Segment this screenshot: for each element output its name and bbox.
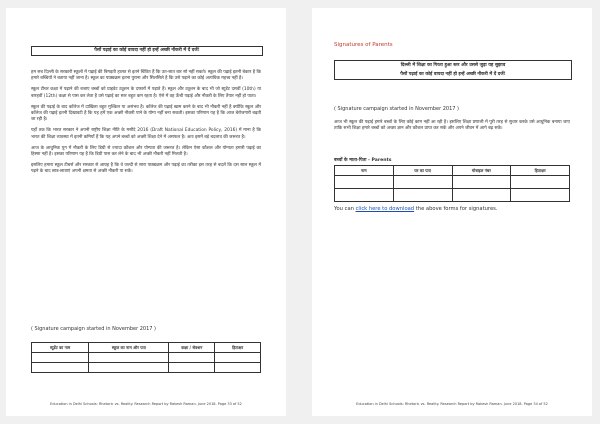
table-cell: [335, 176, 394, 189]
table-header: हिताक्षर: [511, 166, 570, 176]
page-title: Signatures of Parents: [334, 42, 393, 48]
table-header: मोबाइल नंबर: [452, 166, 511, 176]
table-cell: [393, 189, 452, 202]
download-link[interactable]: click here to download: [355, 206, 415, 212]
table-row: [32, 353, 261, 363]
download-note: [334, 206, 498, 212]
paragraph: स्कूल टीचर कक्षा में पढ़ाने की बजाए बच्चों को प्राइवेट ट्यूशन के दफ्तरों में पढ़ाते हैं। स्कूल और ट्यूशन के बाद भी जो स्टूडेंट दसवीं (10th) या बारहवीं (12th) कक्षा से पास कर लेता है उसे पढ़ाई का स्तर बहुत कम रहता है। ऐसे में वह ऊँची पढ़ाई और नौकरी के लिए तैयार नहीं हो पाता।: [31, 87, 261, 99]
table-header-row: [335, 166, 570, 176]
table-cell: [335, 189, 394, 202]
table-cell: [511, 176, 570, 189]
table-header: स्टूडेंट का नाम: [32, 343, 89, 353]
table-cell: [169, 363, 215, 373]
slogan-line: पैसों पढ़ाई का कोई वायदा नहीं हो इन्हें अच्छी नौकरी में दें दर्जे!: [400, 72, 506, 77]
signature-table: [31, 342, 261, 373]
table-cell: [452, 189, 511, 202]
table-cell: [32, 363, 89, 373]
table-cell: [89, 363, 169, 373]
table-cell: [89, 353, 169, 363]
table-header: घर का पता: [393, 166, 452, 176]
paragraph: आज भी स्कूल की पढ़ाई हमारे बच्चों के लिए कोई काम नहीं आ रही है। इसलिए शिक्षा प्रणाली में पूरी तरह से सुधार करके उसे आधुनिक बनाया जाए ताकि सभी शिक्षा हमारे बच्चों को अच्छा ज्ञान और कौशल प्राप्त कर सकें और अपने जीवन में आगे बढ़ सकें।: [334, 120, 570, 132]
slogan-line: दिल्ली में शिक्षा का गिरता हुआ स्तर और उससे जुड़ा यह सुझाव: [400, 63, 506, 68]
table-row: [32, 363, 261, 373]
table-cell: [169, 353, 215, 363]
paragraph: आज के आधुनिक युग में नौकरी के लिए डिग्री से ज्यादा कौशल और योग्यता की जरूरत है। लेकिन ऐसा कौशल और योग्यता हमारी पढ़ाई का हिस्सा नहीं है। इसका परिणाम यह है कि डिग्री पास कर लेने के बाद भी अच्छी नौकरी नहीं मिलती है।: [31, 145, 261, 158]
table-row: [335, 189, 570, 202]
table-header: कक्षा / सेक्शन: [169, 343, 215, 353]
table-cell: [452, 176, 511, 189]
table-cell: [215, 363, 261, 373]
table-cell: [215, 353, 261, 363]
body-text: [31, 70, 261, 176]
note-suffix: the above forms for signatures.: [415, 206, 498, 212]
table-cell: [393, 176, 452, 189]
table-header: स्कूल का नाम और पता: [89, 343, 169, 353]
section-heading: बच्चों के माता-पिता - Parents: [334, 158, 392, 163]
paragraph: स्कूल की पढ़ाई के बाद कॉलेज में दाखिला बहुत मुश्किल या असंभव है। कॉलेज की पढ़ाई खत्म करने के बाद भी नौकरी नहीं है क्योंकि स्कूल और कॉलेज की पढ़ाई इतनी दिखावटी है कि यह हमें एक अच्छी नौकरी पाने के योग्य नहीं बना सकती। इसका परिणाम यह है कि आज बेरोजगारी बढ़ती जा रही है।: [31, 104, 261, 123]
page-right: [312, 8, 592, 416]
table-header: नाम: [335, 166, 394, 176]
parents-signature-table: [334, 165, 570, 202]
campaign-note: ( Signature campaign started in November 2017 ): [31, 326, 156, 332]
campaign-note: ( Signature campaign started in November 2017 ): [334, 106, 459, 112]
table-cell: [32, 353, 89, 363]
slogan-box: पैसों पढ़ाई का कोई वायदा नहीं हो इन्हें अच्छी नौकरी में दें दर्जे!: [31, 46, 263, 56]
table-row: [335, 176, 570, 189]
note-prefix: You can: [334, 206, 354, 212]
table-header-row: [32, 343, 261, 353]
page-left: [6, 8, 286, 416]
table-header: हिताक्षर: [215, 343, 261, 353]
page-footer: Education in Delhi Schools: Rhetoric vs. Reality. Research Report by Rakesh Raman. June 2018. Page 33 of 52: [50, 402, 242, 406]
paragraph: यहाँ तक कि भारत सरकार ने अपनी राष्ट्रीय शिक्षा नीति के मसौदे 2016 (Draft National Education Policy, 2016) में माना है कि भारत की शिक्षा व्यवस्था में इतनी कमियाँ हैं कि यह अपने बच्चों को अच्छी शिक्षा देने में असफल है। अतः इसमें बड़े बदलाव की जरूरत है।: [31, 128, 261, 140]
table-cell: [511, 189, 570, 202]
page-footer: Education in Delhi Schools: Rhetoric vs. Reality. Research Report by Rakesh Raman. June 2018. Page 34 of 52: [356, 402, 548, 406]
paragraph: हम सब दिल्ली के सरकारी स्कूलों में पढ़ाई की बिगड़ती हालत से इतने चिंतित हैं कि उत-सात बार सो नहीं सकते। स्कूल की पढ़ाई इतनी बेकार है कि हमारे बच्चियों ने बताया नहीं जाना है। स्कूल का पाठ्यक्रम इतना पुराना और सिलसिले है कि उसे पढ़ाने का कोई अत्यधिक महत्त्व नहीं है।: [31, 70, 261, 82]
paragraph: इसलिए हमारा स्कूल टीचर्स और सरकार से आग्रह है कि वे जल्दी से सारा पाठ्यक्रम और पढ़ाई का तरीका इस तरह से बदलें कि दस साल स्कूल में पढ़ने के बाद छात्र-छात्राएं अपनी क्षमता से अच्छी नौकरी पा सकें।: [31, 163, 261, 175]
slogan-box: [334, 60, 572, 80]
